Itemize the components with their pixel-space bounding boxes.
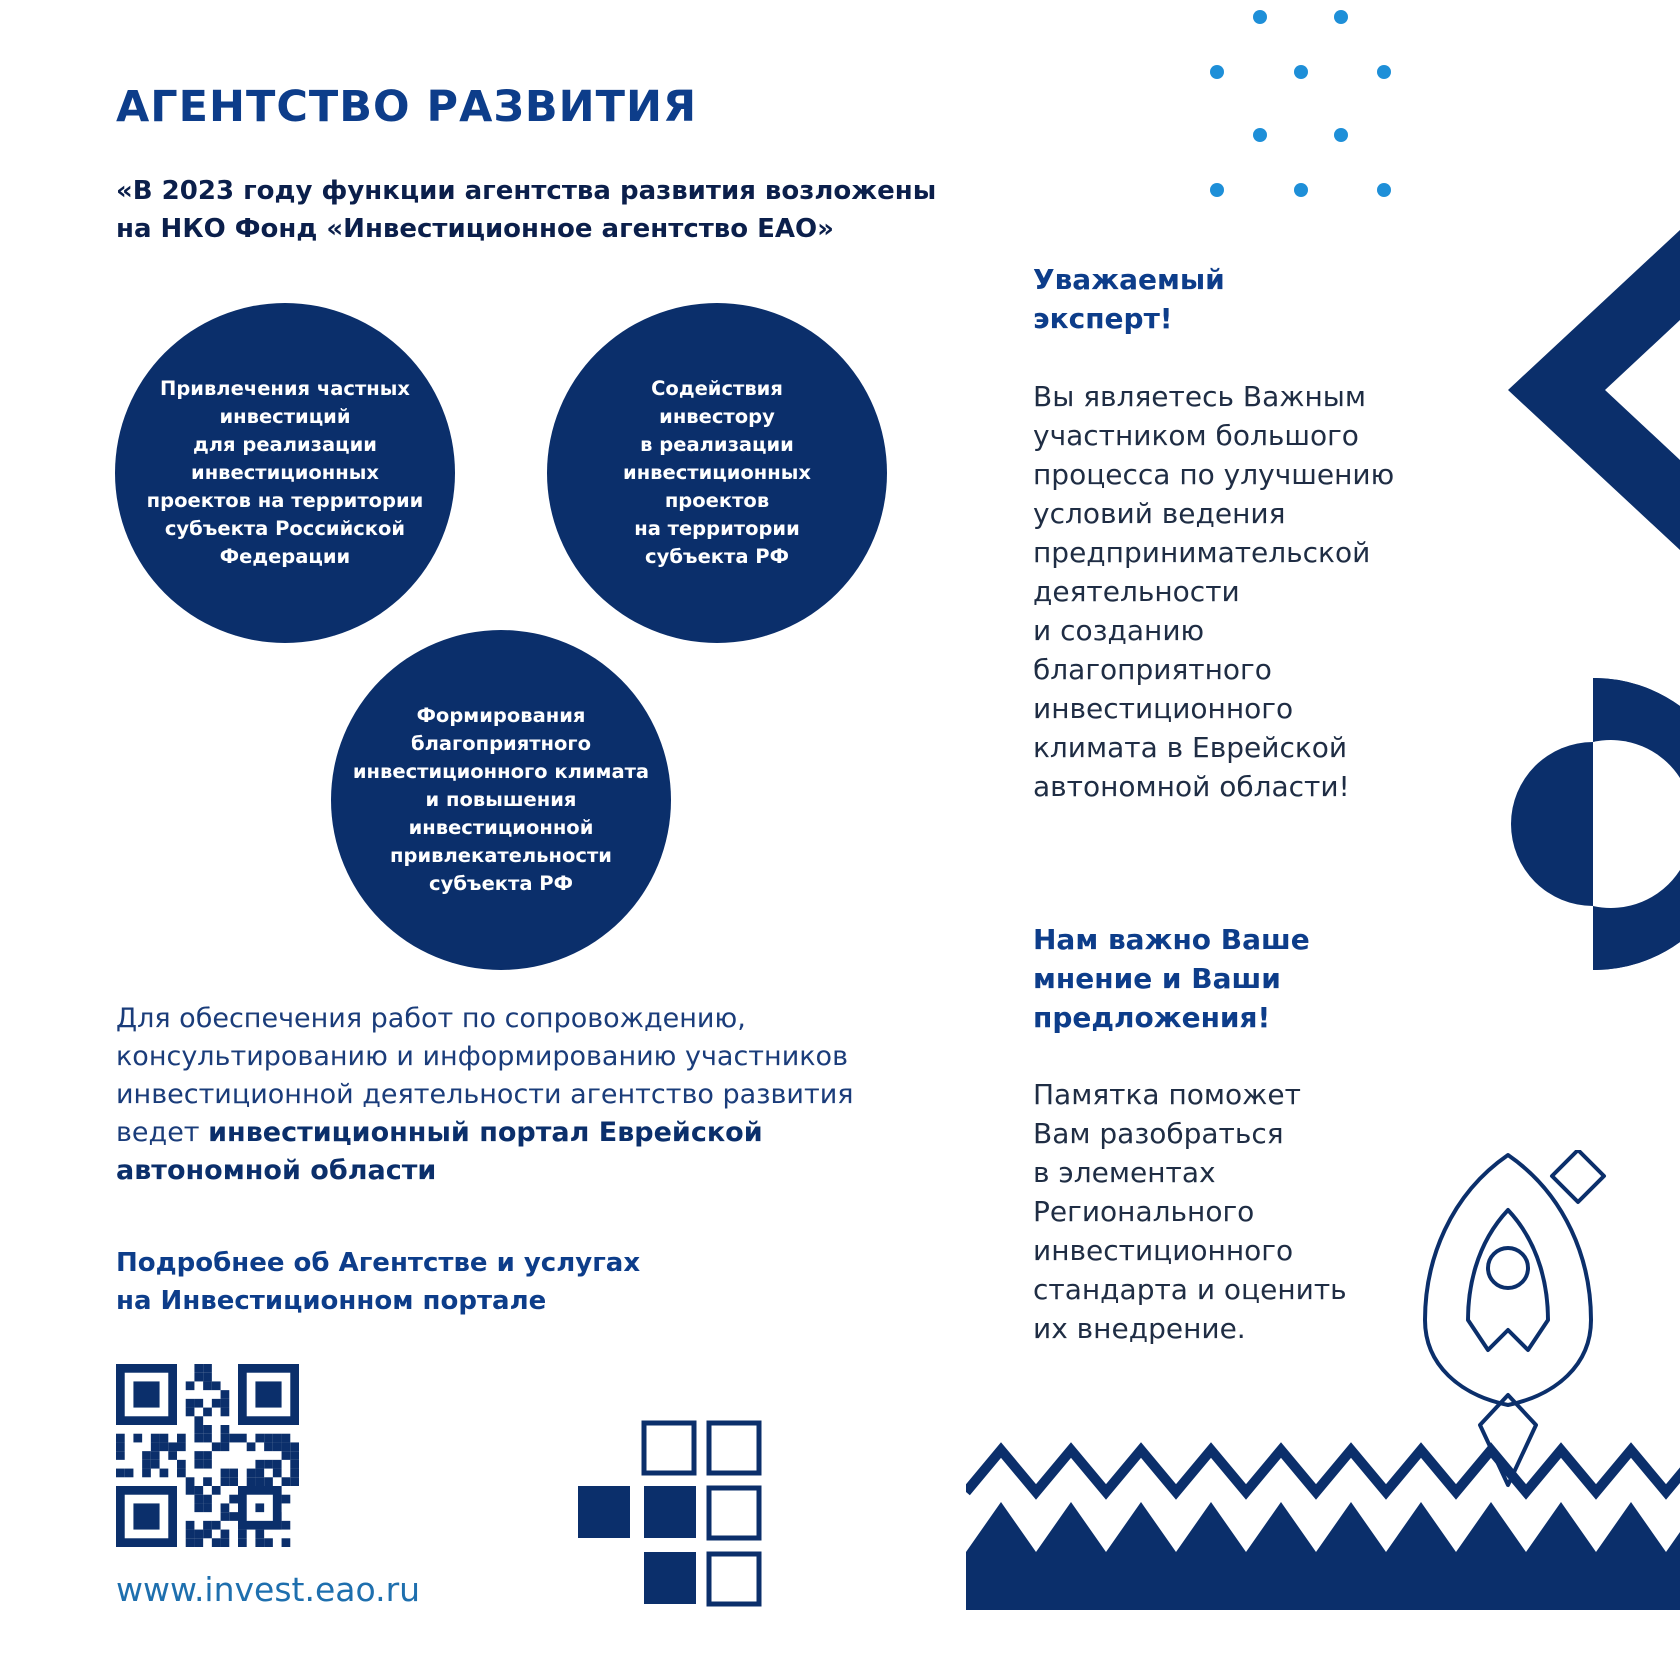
- message-line: автономной области!: [1033, 770, 1350, 803]
- circle-text-line: проектов на территории: [146, 489, 424, 512]
- paragraph-plain-text: ведет: [116, 1117, 209, 1148]
- page-title: АГЕНТСТВО РАЗВИТИЯ: [116, 82, 698, 132]
- portal-paragraph: [116, 1000, 853, 1190]
- memo-line: Вам разобраться: [1033, 1117, 1284, 1150]
- message-line: Вы являетесь Важным: [1033, 380, 1366, 413]
- circle-text-line: инвестиций: [219, 405, 351, 428]
- message-line: климата в Еврейской: [1033, 731, 1348, 764]
- paragraph-line: Для обеспечения работ по сопровождению,: [116, 1003, 746, 1034]
- square-grid-icon: [578, 1420, 764, 1610]
- memo-line: их внедрение.: [1033, 1312, 1246, 1345]
- dot-pattern-icon: [1200, 8, 1400, 198]
- function-circle-private-investments: [115, 303, 455, 643]
- circle-text-line: инвестору: [659, 405, 775, 428]
- message-line: участником большого: [1033, 419, 1359, 452]
- circle-text-line: Формирования: [416, 704, 586, 727]
- message-line: инвестиционного: [1033, 692, 1294, 725]
- quote-line: «В 2023 году функции агентства развития возложены: [116, 176, 937, 206]
- zigzag-pattern-icon: [966, 1440, 1680, 1610]
- circle-text-line: субъекта Российской: [164, 517, 406, 540]
- portal-url-link[interactable]: www.invest.eao.ru: [116, 1570, 421, 1609]
- memo-line: в элементах: [1033, 1156, 1216, 1189]
- circle-text-line: на территории: [634, 517, 800, 540]
- circle-text-line: и повышения: [425, 788, 577, 811]
- circle-text-line: инвестиционных: [191, 461, 379, 484]
- portal-name-bold: инвестиционный портал Еврейской: [208, 1117, 763, 1148]
- opinion-line: Нам важно Ваше: [1033, 923, 1310, 956]
- opinion-line: мнение и Ваши: [1033, 962, 1281, 995]
- circle-text-line: субъекта РФ: [645, 545, 789, 568]
- opinion-line: предложения!: [1033, 1001, 1271, 1034]
- function-circle-investor-support: [547, 303, 887, 643]
- function-circle-investment-climate: [331, 630, 671, 970]
- greeting-line: эксперт!: [1033, 302, 1173, 335]
- message-line: предпринимательской: [1033, 536, 1371, 569]
- more-info-line: Подробнее об Агентстве и услугах: [116, 1248, 641, 1278]
- quote-block: [116, 172, 936, 248]
- circle-text-line: в реализации: [640, 433, 794, 456]
- circle-text-line: Федерации: [219, 545, 351, 568]
- circle-text-line: благоприятного: [410, 732, 591, 755]
- memo-line: инвестиционного: [1033, 1234, 1294, 1267]
- message-line: условий ведения: [1033, 497, 1286, 530]
- qr-code-icon[interactable]: [116, 1364, 299, 1547]
- message-line: и созданию: [1033, 614, 1205, 647]
- message-line: благоприятного: [1033, 653, 1272, 686]
- circle-text-line: субъекта РФ: [429, 872, 573, 895]
- paragraph-line: [116, 1114, 853, 1152]
- quote-line: на НКО Фонд «Инвестиционное агентство ЕАО»: [116, 214, 834, 244]
- circle-text-line: привлекательности: [390, 844, 612, 867]
- memo-line: стандарта и оценить: [1033, 1273, 1347, 1306]
- portal-name-bold: автономной области: [116, 1155, 437, 1186]
- opinion-heading: [1033, 920, 1310, 1037]
- greeting-heading: [1033, 260, 1225, 338]
- greeting-line: Уважаемый: [1033, 263, 1225, 296]
- memo-line: Регионального: [1033, 1195, 1255, 1228]
- circle-text-line: инвестиционных: [623, 461, 811, 484]
- circle-text-line: инвестиционной: [408, 816, 594, 839]
- paragraph-line: консультированию и информированию участников: [116, 1041, 848, 1072]
- message-line: деятельности: [1033, 575, 1240, 608]
- circle-text-line: Содействия: [651, 377, 783, 400]
- circle-text-line: инвестиционного климата: [352, 760, 650, 783]
- diamond-frame-icon: [1500, 225, 1680, 555]
- paragraph-line: инвестиционной деятельности агентство развития: [116, 1079, 854, 1110]
- circle-text-line: Привлечения частных: [160, 377, 410, 400]
- half-circle-icon: [1505, 678, 1680, 970]
- circle-text-line: проектов: [664, 489, 770, 512]
- paragraph-line: [116, 1152, 853, 1190]
- memo-description: [1033, 1075, 1347, 1348]
- message-line: процесса по улучшению: [1033, 458, 1395, 491]
- memo-line: Памятка поможет: [1033, 1078, 1301, 1111]
- more-info-line: на Инвестиционном портале: [116, 1286, 547, 1316]
- expert-message: [1033, 377, 1394, 806]
- more-info-heading: [116, 1244, 640, 1320]
- circle-text-line: для реализации: [193, 433, 377, 456]
